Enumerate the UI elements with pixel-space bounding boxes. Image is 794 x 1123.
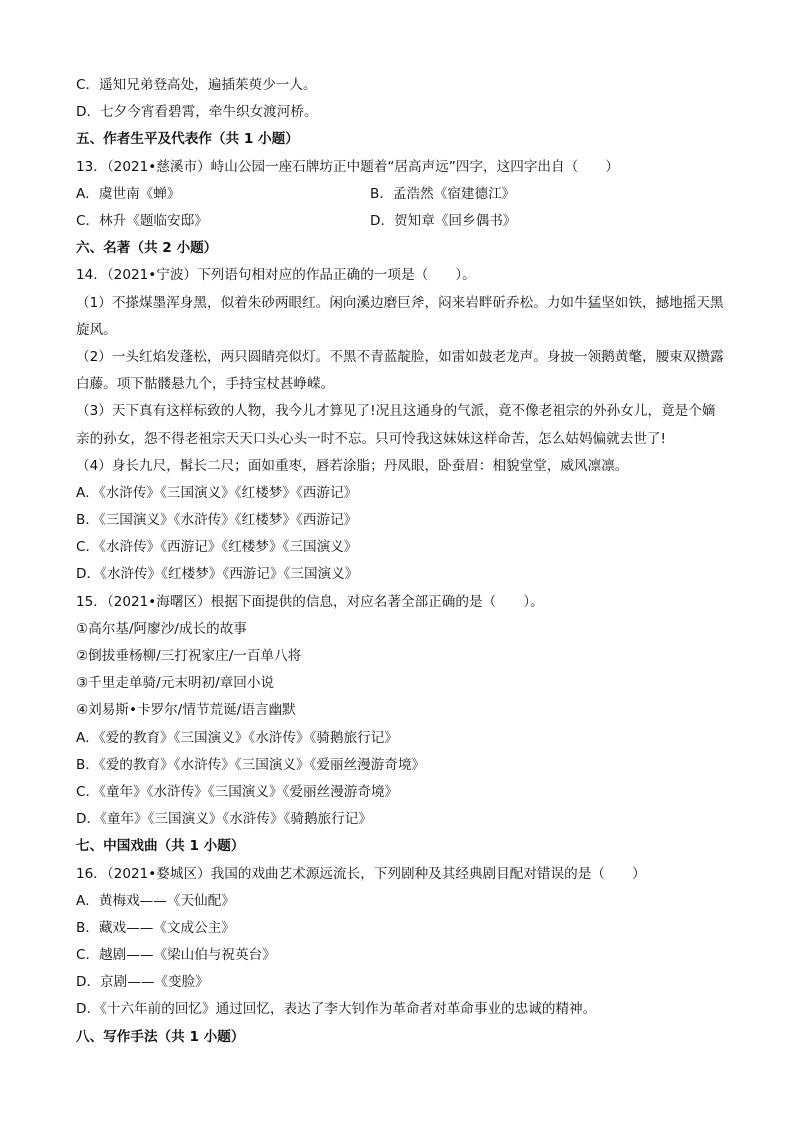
question-15-item-2: ②倒拔垂杨柳/三打祝家庄/一百单八将	[76, 648, 302, 665]
option-d: D．贺知章《回乡偶书》	[370, 212, 517, 229]
question-16-stem: 16．（2021•婺城区）我国的戏曲艺术源远流长，下列剧种及其经典剧目配对错误的是（ ）	[76, 865, 646, 882]
question-14-item-4: （4）身长九尺，髯长二尺；面如重枣，唇若涂脂；丹凤眼，卧蚕眉：相貌堂堂，威风凛凛。	[76, 457, 629, 474]
option-d: D．七夕今宵看碧霄，牵牛织女渡河桥。	[76, 104, 318, 121]
option-b: B．藏戏——《文成公主》	[76, 919, 235, 936]
question-15-item-1: ①高尔基/阿廖沙/成长的故事	[76, 620, 247, 637]
question-13-options-row-2	[76, 208, 726, 235]
question-13-stem: 13．（2021•慈溪市）峙山公园一座石牌坊正中题着“居高声远”四字，这四字出自（ ）	[76, 158, 619, 175]
option-a: A．黄梅戏——《天仙配》	[76, 892, 235, 909]
section-heading-7: 七、中国戏曲（共 1 小题）	[76, 838, 245, 855]
option-b: B．《爱的教育》《水浒传》《三国演义》《爱丽丝漫游奇境》	[76, 756, 426, 773]
question-14-item-1: （1）不搽煤墨浑身黑，似着朱砂两眼红。闲向溪边磨巨斧，闷来岩畔斫乔松。力如牛猛坚如铁，撼地摇天黑旋风。	[76, 294, 724, 338]
option-a: A．《水浒传》《三国演义》《红楼梦》《西游记》	[76, 484, 358, 501]
option-c: C．《童年》《水浒传》《三国演义》《爱丽丝漫游奇境》	[76, 783, 399, 800]
question-14-item-3: （3）天下真有这样标致的人物，我今儿才算见了!况且这通身的气派，竟不像老祖宗的外孙女儿，竟是个嫡亲的孙女，怨不得老祖宗天天口头心头一时不忘。只可怜我这妹妹这样命苦，怎么姑妈偏就去世了!	[76, 403, 716, 447]
section-heading-5: 五、作者生平及代表作（共 1 小题）	[76, 131, 299, 148]
option-b: B．孟浩然《宿建德江》	[370, 185, 516, 202]
section-heading-8: 八、写作手法（共 1 小题）	[76, 1028, 245, 1045]
question-14-item-2: （2）一头红焰发蓬松，两只圆睛亮似灯。不黑不青蓝靛脸，如雷如鼓老龙声。身披一领鹅黄氅，腰束双攒露白藤。项下骷髅悬九个，手持宝杖甚峥嵘。	[76, 348, 724, 393]
option-c: C．越剧——《梁山伯与祝英台》	[76, 947, 276, 964]
question-15-stem: 15．（2021•海曙区）根据下面提供的信息，对应名著全部正确的是（ ）。	[76, 593, 544, 610]
option-a: A．虞世南《蝉》	[76, 185, 181, 202]
option-c: C．林升《题临安邸》	[76, 212, 208, 229]
question-15-item-3: ③千里走单骑/元末明初/章回小说	[76, 675, 275, 692]
option-d: D．京剧——《变脸》	[76, 974, 209, 991]
document-page	[76, 72, 726, 1051]
section-heading-6: 六、名著（共 2 小题）	[76, 240, 218, 257]
question-13-options-row-1	[76, 181, 726, 208]
option-d: D．《童年》《三国演义》《水浒传》《骑鹅旅行记》	[76, 811, 372, 828]
option-d-extra: D．《十六年前的回忆》通过回忆，表达了李大钊作为革命者对革命事业的忠诚的精神。	[76, 1001, 597, 1018]
question-15-item-4: ④刘易斯•卡罗尔/情节荒诞/语言幽默	[76, 702, 296, 719]
option-a: A．《爱的教育》《三国演义》《水浒传》《骑鹅旅行记》	[76, 729, 398, 746]
option-d: D．《水浒传》《红楼梦》《西游记》《三国演义》	[76, 566, 359, 583]
option-c: C．遥知兄弟登高处，遍插茱萸少一人。	[76, 77, 317, 93]
option-c: C．《水浒传》《西游记》《红楼梦》《三国演义》	[76, 539, 358, 556]
option-b: B．《三国演义》《水浒传》《红楼梦》《西游记》	[76, 512, 358, 529]
question-14-stem: 14．（2021•宁波）下列语句相对应的作品正确的一项是（ ）。	[76, 267, 476, 284]
